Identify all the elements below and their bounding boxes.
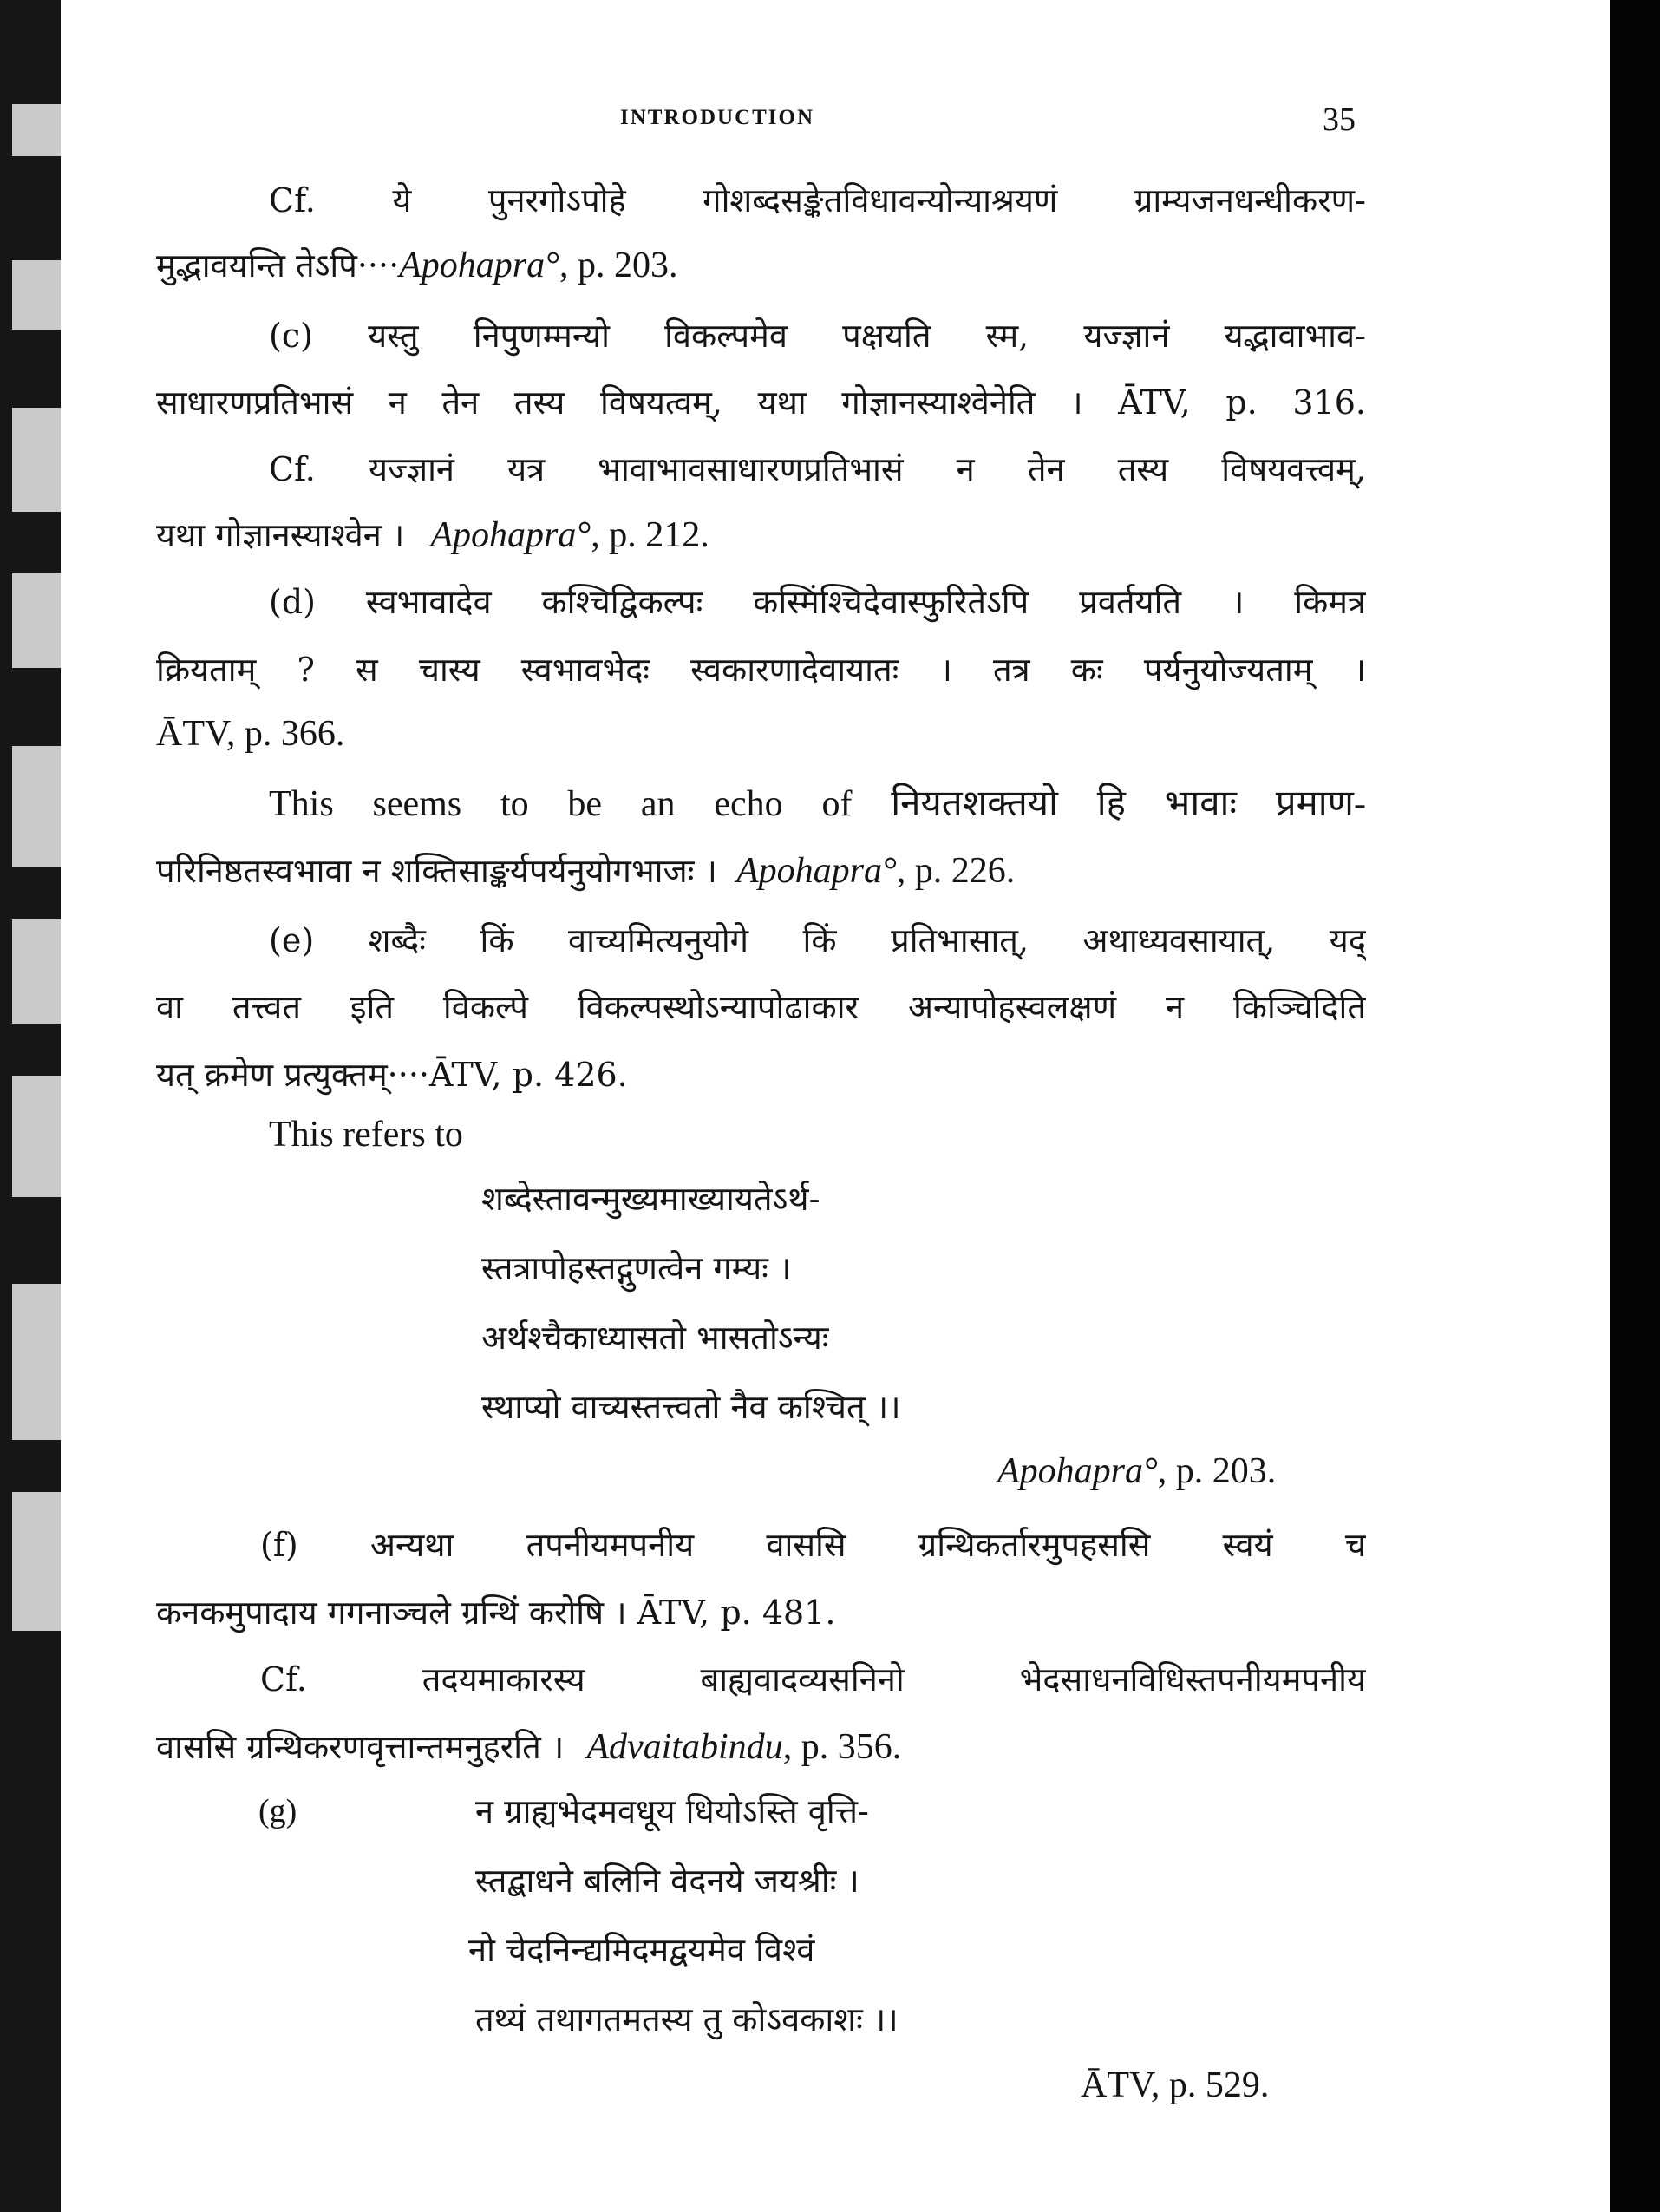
text-span: मुद्भावयन्ति तेऽपि···· (156, 246, 400, 285)
citation-page: , p. 226. (896, 851, 1016, 891)
verse-line: शब्देस्तावन्मुख्यमाख्यायतेऽर्थ- (481, 1180, 820, 1218)
text-line (156, 1726, 901, 1768)
text-line: Cf. यज्ज्ञानं यत्र भावाभावसाधारणप्रतिभासं न तेन तस्य विषयवत्त्वम्, (269, 450, 1366, 488)
text-line (156, 514, 709, 556)
verse-label: (g) (258, 1793, 297, 1829)
running-header: INTRODUCTION (620, 106, 815, 129)
text-line: (d) स्वभावादेव कश्चिद्विकल्पः कस्मिंश्चिदेवास्फुरितेऽपि प्रवर्तयति । किमत्र (269, 583, 1366, 621)
verse-line: न ग्राह्यभेदमवधूय धियोऽस्ति वृत्ति- (475, 1792, 869, 1830)
text-line: This refers to (269, 1115, 463, 1155)
text-line: Cf. तदयमाकारस्य बाह्यवादव्यसनिनो भेदसाधनविधिस्तपनीयमपनीय (260, 1660, 1366, 1698)
verse-line: स्थाप्यो वाच्यस्तत्त्वतो नैव कश्चित् ।। (481, 1388, 901, 1426)
verse-citation: ĀTV, p. 529. (1081, 2065, 1270, 2105)
citation-page: , p. 356. (782, 1727, 902, 1767)
text-line: (f) अन्यथा तपनीयमपनीय वाससि ग्रन्थिकर्तारमुपहससि स्वयं च (260, 1526, 1366, 1564)
text-span: यथा गोज्ञानस्याश्वेन । (156, 516, 405, 554)
citation-work: Advaitabindu (586, 1727, 783, 1767)
verse-line: नो चेदनिन्द्यमिदमद्वयमेव विश्वं (468, 1931, 815, 1969)
text-line (156, 850, 1015, 892)
text-line: क्रियताम् ? स चास्य स्वभावभेदः स्वकारणादेवायातः । तत्र कः पर्यनुयोज्यताम् । (156, 651, 1366, 689)
text-span: परिनिष्ठतस्वभावा न शक्तिसाङ्कर्यपर्यनुयोगभाजः । (156, 852, 717, 890)
verse-line: तथ्यं तथागतमतस्य तु कोऽवकाशः ।। (475, 2000, 899, 2039)
page-number: 35 (1323, 101, 1356, 138)
citation-work: Apohapra° (399, 245, 559, 285)
text-line: This seems to be an echo of नियतशक्तयो हि भावाः प्रमाण- (269, 784, 1366, 824)
text-line: ĀTV, p. 366. (156, 714, 345, 754)
text-line: (c) यस्तु निपुणम्मन्यो विकल्पमेव पक्षयति स्म, यज्ज्ञानं यद्भावाभाव- (269, 317, 1366, 355)
verse-citation (997, 1450, 1276, 1492)
text-line (156, 245, 677, 286)
text-span: वाससि ग्रन्थिकरणवृत्तान्तमनुहरति । (156, 1728, 565, 1766)
verse-line: स्तद्बाधने बलिनि वेदनये जयश्रीः । (475, 1862, 859, 1900)
citation-work: Apohapra° (735, 851, 897, 891)
text-line: यत् क्रमेण प्रत्युक्तम्····ĀTV, p. 426. (156, 1056, 628, 1094)
citation-page: , p. 203. (1157, 1451, 1277, 1491)
verse-line: अर्थश्चैकाध्यासतो भासतोऽन्यः (481, 1319, 829, 1357)
text-line: (e) शब्दैः किं वाच्यमित्यनुयोगे किं प्रतिभासात्, अथाध्यवसायात्, यद् (269, 921, 1366, 959)
citation-work: Apohapra° (997, 1451, 1158, 1491)
text-line: वा तत्त्वत इति विकल्पे विकल्पस्थोऽन्यापोढाकार अन्यापोहस्वलक्षणं न किञ्चिदिति (156, 988, 1366, 1026)
text-line: Cf. ये पुनरगोऽपोहे गोशब्दसङ्केतविधावन्योन्याश्रयणं ग्राम्यजनधन्धीकरण- (269, 181, 1366, 219)
text-line: साधारणप्रतिभासं न तेन तस्य विषयत्वम्, यथा गोज्ञानस्याश्वेनेति । ĀTV, p. 316. (156, 383, 1366, 422)
citation-page: , p. 212. (591, 515, 709, 555)
text-line: कनकमुपादाय गगनाञ्चले ग्रन्थिं करोषि । ĀTV, p. 481. (156, 1594, 836, 1632)
citation-page: , p. 203. (559, 245, 678, 285)
citation-work: Apohapra° (430, 515, 591, 555)
verse-line: स्तत्रापोहस्तद्गुणत्वेन गम्यः । (481, 1249, 792, 1287)
